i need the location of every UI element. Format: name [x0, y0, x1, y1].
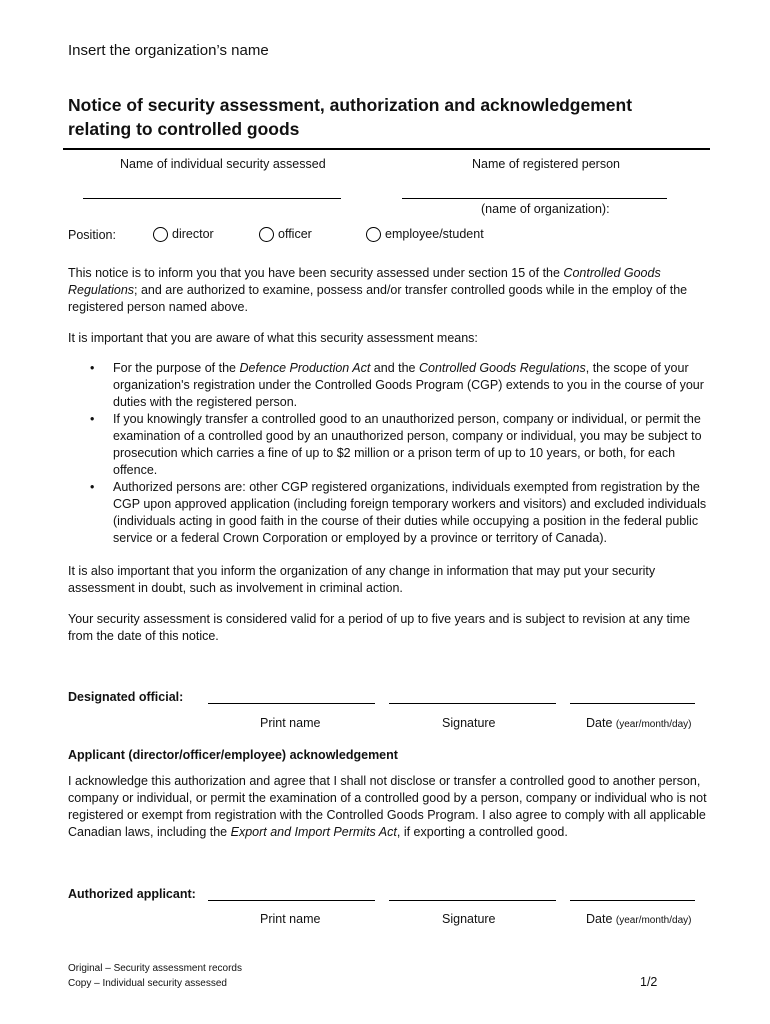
applicant-signature-field[interactable] — [389, 900, 556, 901]
export-act-ref: Export and Import Permits Act — [230, 825, 397, 839]
designated-date-text: Date — [586, 716, 613, 730]
title-divider — [63, 148, 710, 150]
registered-person-field[interactable] — [402, 198, 667, 199]
authorized-applicant-label: Authorized applicant: — [68, 887, 196, 901]
designated-print-name-label: Print name — [260, 716, 321, 730]
individual-name-field[interactable] — [83, 198, 341, 199]
intro-regulations-ref: Controlled Goods Regulations — [68, 266, 661, 297]
assessment-bullets — [68, 360, 708, 547]
registered-person-label: Name of registered person — [472, 157, 620, 171]
bullet-prosecution: • If you knowingly transfer a controlled good to an unauthorized person, company or individual, or permit the examination of a controlled good by an unauthorized person, company or individual, you may be subject to prosecution which carries a fine of up to $2 million or a prison term of up to 10 years, or both, for each offence. — [90, 412, 702, 477]
intro-text-b: ; and are authorized to examine, possess and/or transfer controlled goods while in the employ of the registered person named above. — [68, 283, 688, 314]
director-label: director — [172, 227, 214, 241]
bullet-prosecution-text: If you knowingly transfer a controlled good to an unauthorized person, company or individual, or permit the examination of a controlled good by an unauthorized person, company or individual, you may be subject to prosecution which carries a fine of up to $2 million or a prison term of up to 10 years, or both, for each offence. — [113, 412, 702, 477]
regulations-ref: Controlled Goods Regulations — [418, 361, 586, 375]
applicant-date-text: Date — [586, 912, 613, 926]
intro-paragraph — [68, 265, 708, 316]
position-option-employee[interactable] — [366, 227, 484, 242]
validity-paragraph: Your security assessment is considered valid for a period of up to five years and is subject to revision at any time from the date of this notice. — [68, 612, 691, 643]
officer-label: officer — [278, 227, 312, 241]
individual-name-label: Name of individual security assessed — [120, 157, 326, 171]
acknowledgement-paragraph — [68, 773, 708, 841]
position-option-officer[interactable] — [259, 227, 312, 242]
bullet-authorized-persons: • Authorized persons are: other CGP registered organizations, individuals exempted from registration by the CGP upon approved application (including foreign temporary workers and visitors) and excluded individuals (individuals acting in good faith in the course of their duties while occupying a position in the federal public service or a federal Crown Corporation or employed by a province or territory of Canada). — [90, 480, 707, 545]
defence-act-ref: Defence Production Act — [239, 361, 371, 375]
bullet-authorized-text: Authorized persons are: other CGP registered organizations, individuals exempted from registration by the CGP upon approved application (including foreign temporary workers and visitors) and excluded individuals (individuals acting in good faith in the course of their duties while occupying a position in the federal public service or a federal Crown Corporation or employed by a province or territory of Canada). — [113, 480, 707, 545]
employee-label: employee/student — [385, 227, 484, 241]
title-line-1: Notice of security assessment, authorization and acknowledgement — [68, 95, 633, 115]
bullet-scope-b: and the — [370, 361, 419, 375]
designated-date-label — [586, 716, 691, 730]
applicant-signature-label: Signature — [442, 912, 496, 926]
applicant-print-name-label: Print name — [260, 912, 321, 926]
designated-official-label: Designated official: — [68, 690, 184, 704]
director-radio[interactable] — [153, 227, 168, 242]
page-title — [68, 93, 708, 141]
position-option-director[interactable] — [153, 227, 214, 242]
designated-date-format: (year/month/day) — [615, 719, 692, 730]
bullet-scope-c: , the scope of your organization's registration under the Controlled Goods Program (CGP) extends to you in the course of your duties with the registered person. — [113, 361, 704, 409]
applicant-date-format: (year/month/day) — [615, 915, 692, 926]
change-notice-paragraph: It is also important that you inform the organization of any change in information that may put your security assessment in doubt, such as involvement in criminal action. — [68, 564, 656, 595]
acknowledgement-heading: Applicant (director/officer/employee) acknowledgement — [68, 748, 398, 762]
ack-text-a: I acknowledge this authorization and agree that I shall not disclose or transfer a controlled good to another person, company or individual, or permit the examination of a controlled good by a person, company or individual who is not registered or exempt from registration with the Controlled Goods Program. I also agree to comply with all applicable Canadian laws, including the — [68, 774, 707, 839]
page-number: 1/2 — [640, 975, 658, 989]
officer-radio[interactable] — [259, 227, 274, 242]
footer-copy-note: Copy – Individual security assessed — [68, 978, 227, 989]
bullet-scope: • For the purpose of the Defence Production Act and the Controlled Goods Regulations, the scope of your organization's registration under the Controlled Goods Program (CGP) extends to you in the course of your duties with the registered person. — [90, 361, 704, 409]
designated-print-name-field[interactable] — [208, 703, 375, 704]
footer-original-note: Original – Security assessment records — [68, 963, 242, 974]
ack-text-b: , if exporting a controlled good. — [396, 825, 568, 839]
organization-hint: (name of organization): — [481, 202, 610, 216]
applicant-date-field[interactable] — [570, 900, 695, 901]
designated-signature-label: Signature — [442, 716, 496, 730]
applicant-print-name-field[interactable] — [208, 900, 375, 901]
designated-date-field[interactable] — [570, 703, 695, 704]
intro-text-a: This notice is to inform you that you have been security assessed under section 15 of the — [68, 266, 564, 280]
importance-paragraph: It is important that you are aware of what this security assessment means: — [68, 331, 478, 345]
applicant-date-label — [586, 912, 691, 926]
bullet-scope-a: For the purpose of the — [113, 361, 240, 375]
designated-signature-field[interactable] — [389, 703, 556, 704]
organization-name-placeholder: Insert the organization’s name — [68, 42, 269, 59]
position-label: Position: — [68, 228, 116, 242]
title-line-2: relating to controlled goods — [68, 119, 300, 139]
employee-radio[interactable] — [366, 227, 381, 242]
